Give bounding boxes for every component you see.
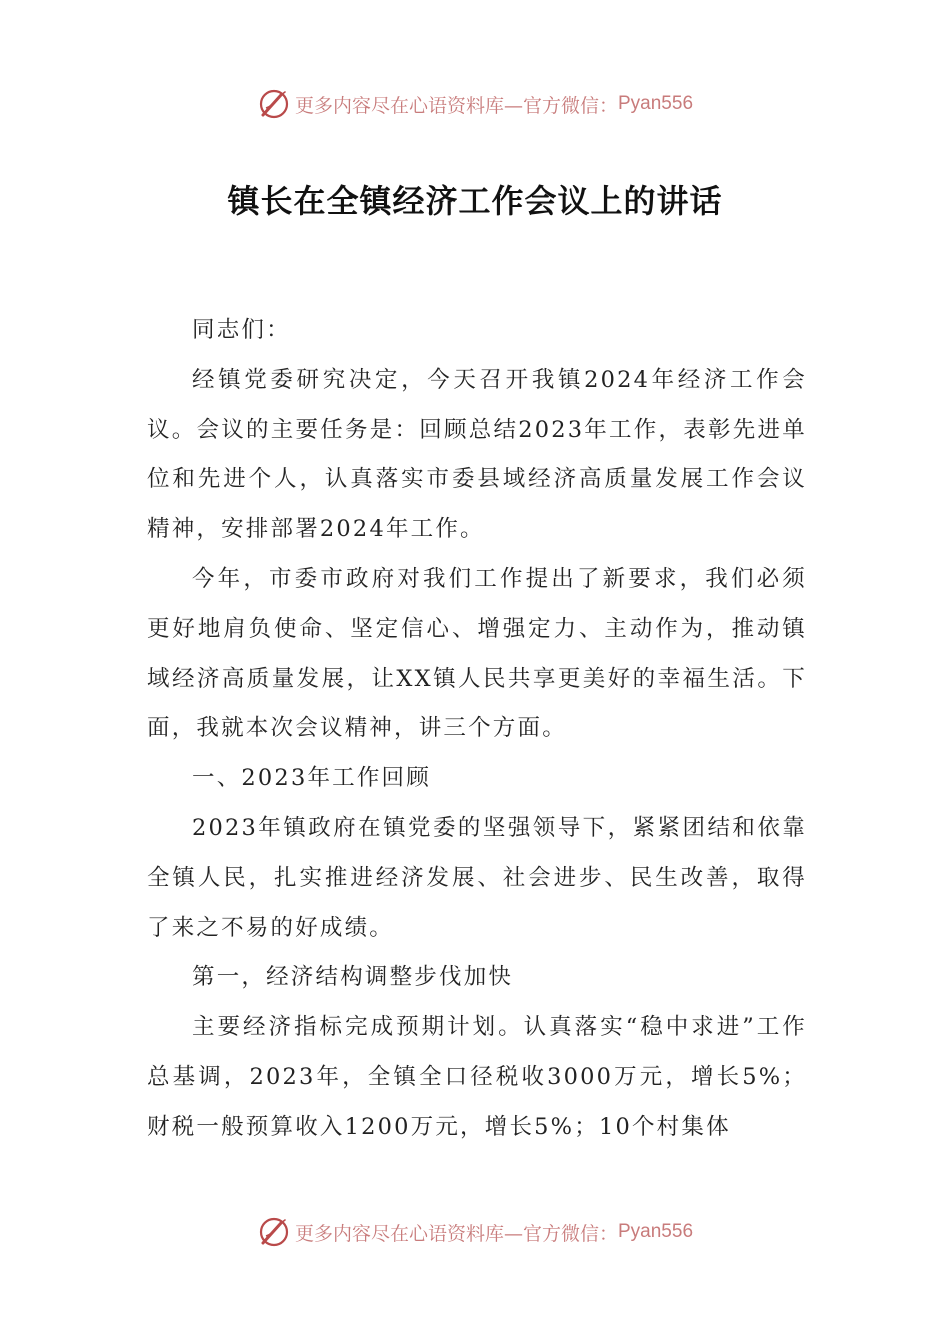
paragraph-meeting-intro: 经镇党委研究决定，今天召开我镇2024年经济工作会议。会议的主要任务是：回顾总结2023年工作，表彰先进单位和先进个人，认真落实市委县域经济高质量发展工作会议精神，安排部署2024年工作。 xyxy=(147,366,807,543)
footer-banner xyxy=(0,1212,950,1252)
pen-circle-icon xyxy=(257,87,291,121)
header-banner xyxy=(0,84,950,124)
pen-circle-icon xyxy=(257,1215,291,1249)
banner-wechat-id: Pyan556 xyxy=(618,93,694,114)
document-body xyxy=(147,306,807,1153)
paragraph-new-requirements: 今年，市委市政府对我们工作提出了新要求，我们必须更好地肩负使命、坚定信心、增强定力、主动作为，推动镇域经济高质量发展，让XX镇人民共享更美好的幸福生活。下面，我就本次会议精神，讲三个方面。 xyxy=(147,565,807,742)
banner-wechat-id: Pyan556 xyxy=(618,1221,694,1242)
banner-text: 更多内容尽在心语资料库—官方微信： xyxy=(294,94,618,117)
paragraph-salutation: 同志们： xyxy=(192,317,291,343)
section-heading-review: 一、2023年工作回顾 xyxy=(192,765,431,792)
paragraph-economic-indicators: 主要经济指标完成预期计划。认真落实“稳中求进”工作总基调，2023年，全镇全口径税收3000万元，增长5%；财税一般预算收入1200万元，增长5%；10个村集体 xyxy=(147,1014,807,1140)
document-title: 镇长在全镇经济工作会议上的讲话 xyxy=(227,182,723,220)
banner-text: 更多内容尽在心语资料库—官方微信： xyxy=(294,1222,618,1245)
paragraph-review-summary: 2023年镇政府在镇党委的坚强领导下，紧紧团结和依靠全镇人民，扎实推进经济发展、社会进步、民生改善，取得了来之不易的好成绩。 xyxy=(147,814,807,941)
subheading-structure-adjustment: 第一，经济结构调整步伐加快 xyxy=(192,964,514,991)
